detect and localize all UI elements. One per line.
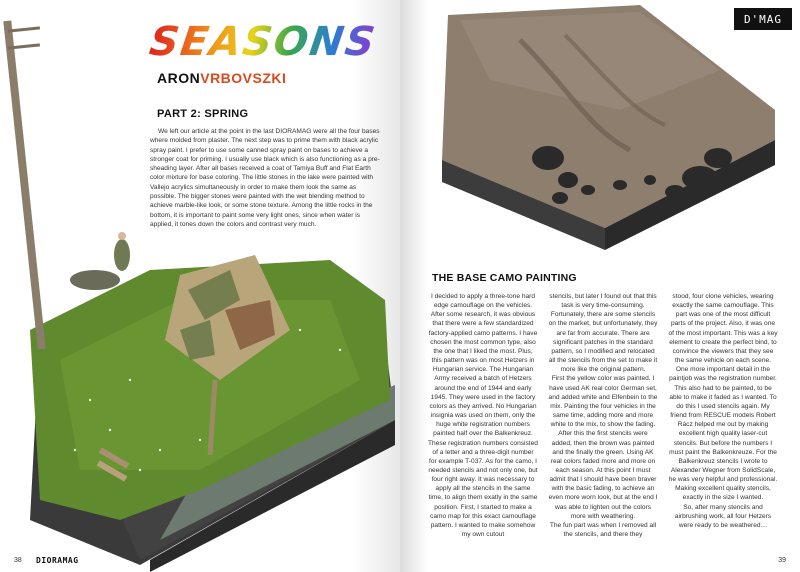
part-heading: PART 2: SPRING <box>157 108 249 120</box>
article-title: SEASONS <box>146 19 380 65</box>
column-2-text-b: First the yellow color was painted. I have used AK real color German set, and added white and Elfenbein to the mix. Painting the four vehicles in the same time, adding more and more white to the mix, to show the fading. After this the first stencils were added, then the brown was painted and the finally the green. Using AK real colors faded more and more on each season. At this point I must admit that I should have been braver with the basic fading, to achieve an even more worn look, but at the end I was able to lighten out the colors more with weathering. <box>548 375 658 520</box>
page-number-left: 38 <box>14 557 22 564</box>
author-last-name: VRBOVSZKI <box>200 70 287 86</box>
author-first-name: ARON <box>157 70 201 86</box>
article-column-1 <box>428 292 538 539</box>
column-3-text-b: So, after many stencils and airbrushing work, all four Hetzers were ready to be weathered… <box>674 503 772 529</box>
magazine-logo: D'MAG <box>734 8 792 30</box>
telephone-pole <box>3 20 45 349</box>
page-number-right: 39 <box>778 557 786 564</box>
article-column-3 <box>668 292 778 539</box>
column-2-text-c: The fun part was when I removed all the stencils, and there they <box>549 521 657 539</box>
base-photo <box>400 0 800 260</box>
column-1-text: I decided to apply a three-tone hard edge camouflage on the vehicles. After some research, it was obvious that there were a few standardized factory-applied camo patterns. I have chosen the most common type, also the one that I liked the most. Plus, this pattern was on most Hetzers in Hungarian service. The Hungarian Army received a batch of Hetzers around the end of 1944 and early 1945. They were used in the factory colors as they arrived. No Hungarian insignia was used on them, only the huge white registration numbers painted half over the Balkenkreuz. These registration numbers consisted of a letter and a three-digit number for example T-037. As for the camo, I needed stencils and not only one, but four right away. It was necessary to apply all the stencils in the same time, to align them exatly in the same position. First, I started to make a camo map for this exact camouflage pattern. I wanted to make somehow my own cutout <box>428 293 538 539</box>
article-columns <box>428 292 778 539</box>
intro-paragraph: We left our article at the point in the last DIORAMAG were all the four bases where molded from plaster. The next step was to prime them with black acrylic spray paint. I prefer to use some canned spray paint on bases to achieve a stronger coat for priming. I usually use black which is also functioning as a pre-sheading layer. After all bases received a coat of Tamiya Buff and Flat Earth color mixture for base coloring. The little stones in the lake were painted with Vallejo acrylics simultaneously in order to make them look the same as possible. The bigger stones were painted with the wet blending method to achieve marble-like look, or some stone texture. Among the little rocks in the bottom, it is important to paint some very light ones, since when water is applied, it tones down the colors and contrast very much. <box>150 128 380 228</box>
column-2-text-a: stencils, but later I found out that this task is very time-consuming. Fortunately, there are some stencils on the market, but unfortunately, they are far from accurate. There are significant patches in the standard pattern, so I modified and relocated all the stencils from the set to make it more like the original pattern. <box>548 293 658 374</box>
soldier-figure <box>114 239 130 271</box>
article-column-2 <box>548 292 658 539</box>
wreckage <box>70 270 120 290</box>
author-name <box>157 70 286 86</box>
section-heading: THE BASE CAMO PAINTING <box>432 272 577 284</box>
footer-brand: DIORAMAG <box>36 556 79 565</box>
column-3-text-a: stood, four clone vehicles, wearing exactly the same camouflage. This part was one of the most difficult parts of the project. Also, it was one of the most important. This was a key element to create the perfect bind, to convince the viewers that they see the same vehicle on each scene. One more important detail in the paintjob was the registration number. This also had to be painted, to be able to make it faded as I wanted. To do this I used stencils again. My friend from RESCUE models Robert Rácz helped me out by making excellent high quality laser-cut stencils. But before the numbers I must paint the Balkenkreuze. For the Balkenkreuz stencils I wrote to Alexander Wegner from SolidScale, he was very helpful and professional. Making excellent quality stencils, exactly in the size I wanted. <box>668 293 778 502</box>
right-page <box>400 0 800 572</box>
